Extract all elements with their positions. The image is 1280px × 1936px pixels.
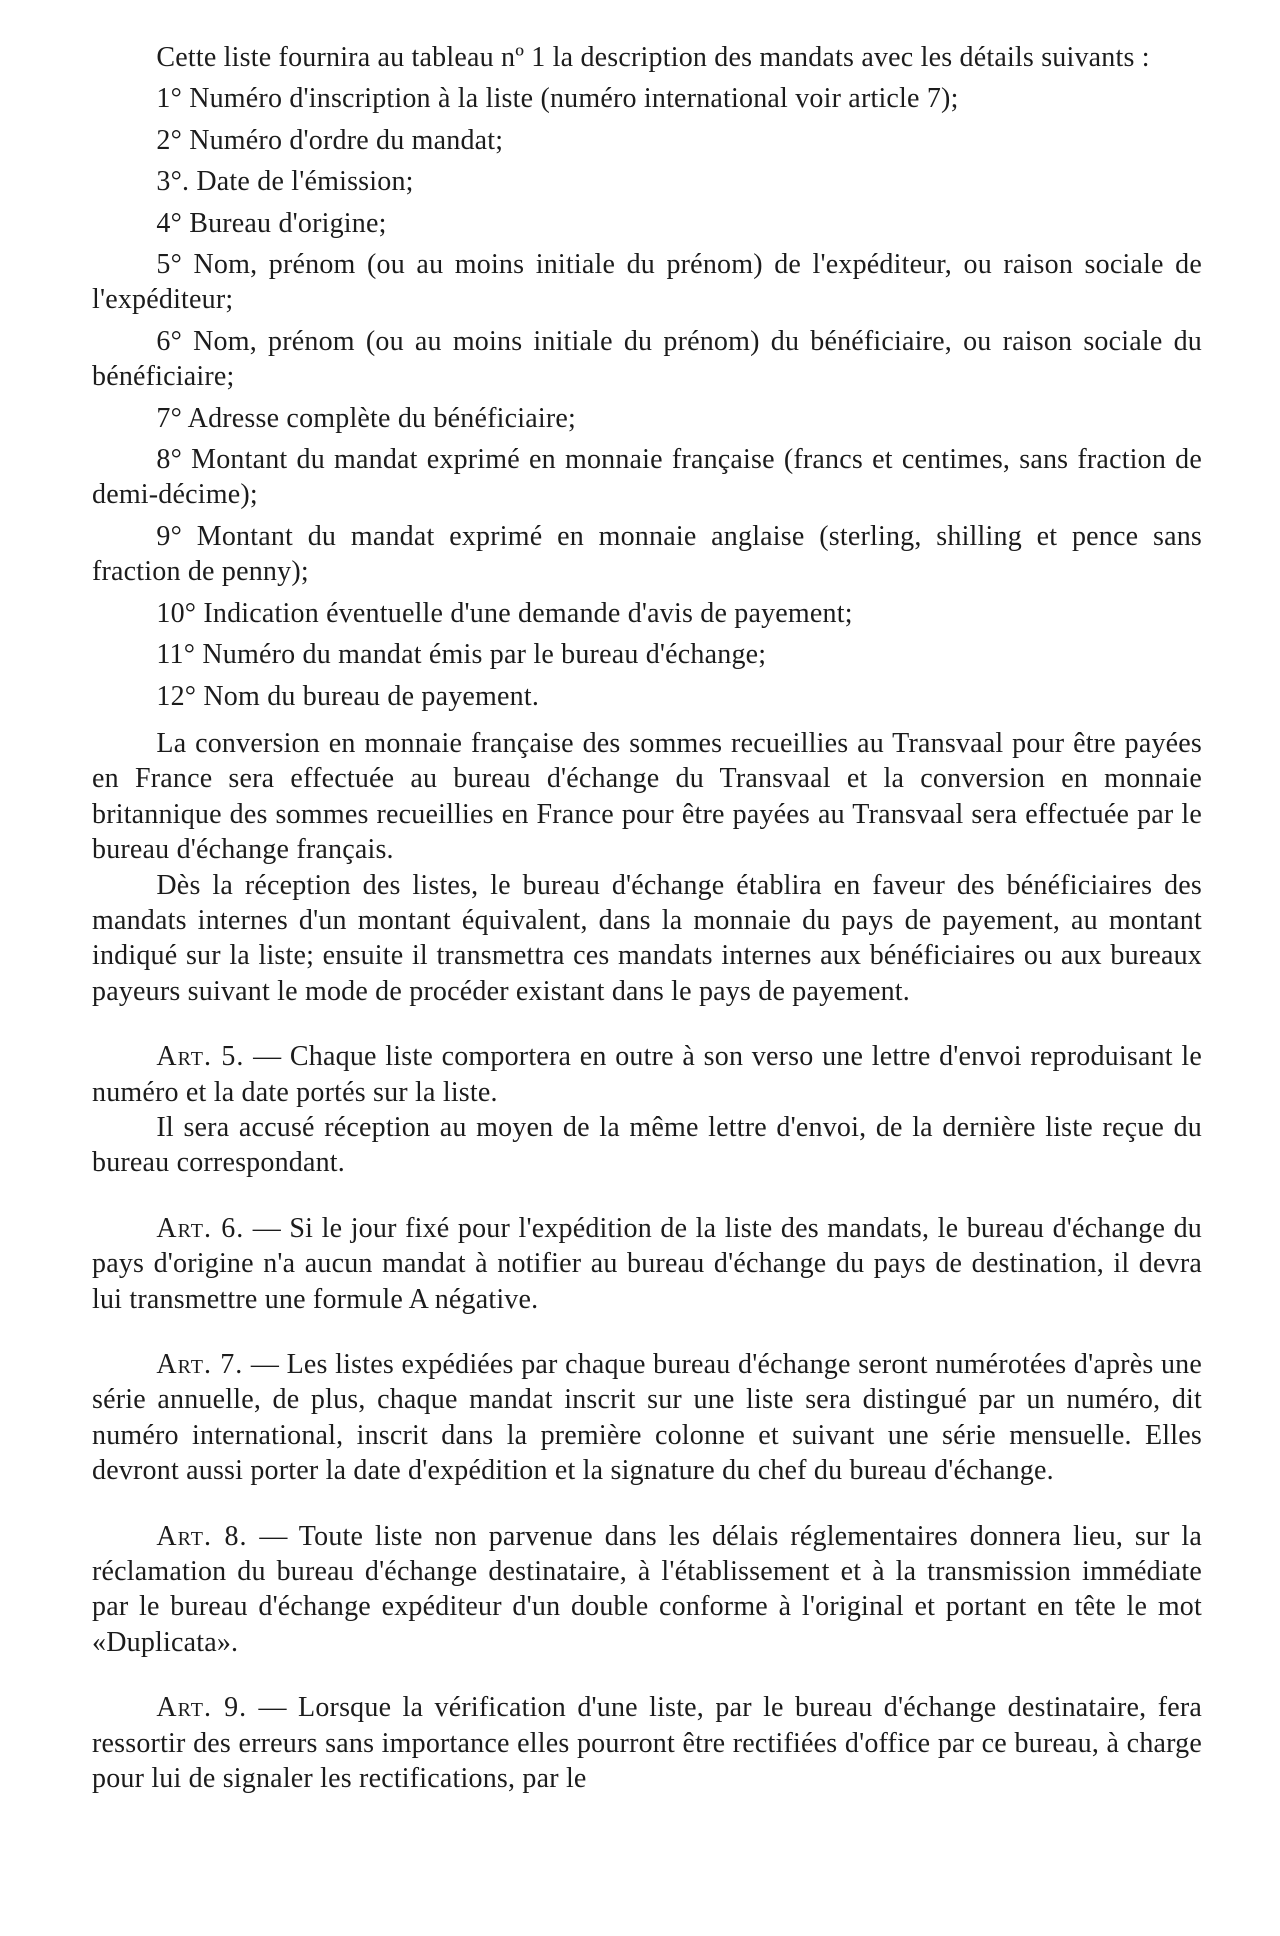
list-item-5: 5° Nom, prénom (ou au moins initiale du prénom) de l'expéditeur, ou raison sociale de l'expéditeur; <box>92 249 1202 316</box>
article-9-text: — Lorsque la vérification d'une liste, par le bureau d'échange destinataire, fera ressortir des erreurs sans importance elles pourront être rectifiées d'office par ce bureau, à charge pour lui de signaler les rectifications, par le <box>92 1692 1202 1795</box>
reception-paragraph: Dès la réception des listes, le bureau d'échange établira en faveur des bénéficiaires des mandats internes d'un montant équivalent, dans la monnaie du pays de payement, au montant indiqué sur la liste; ensuite il transmettra ces mandats internes aux bénéficiaires ou aux bureaux payeurs suivant le mode de procéder existant dans le pays de payement. <box>92 869 1202 1007</box>
list-item-9: 9° Montant du mandat exprimé en monnaie anglaise (sterling, shilling et pence sans fraction de penny); <box>92 520 1202 588</box>
list-item-2: 2° Numéro d'ordre du mandat; <box>156 124 504 156</box>
article-6-label: Art. 6. <box>156 1212 245 1244</box>
list-item-4: 4° Bureau d'origine; <box>156 207 387 239</box>
article-7-text: — Les listes expédiées par chaque bureau d'échange seront numérotées d'après une série annuelle, de plus, chaque mandat inscrit sur une liste sera distingué par un numéro, dit numéro international, inscrit dans la première colonne et suivant une série mensuelle. Elles devront aussi porter la date d'expédition et la signature du chef du bureau d'échange. <box>92 1349 1202 1487</box>
list-item-3: 3°. Date de l'émission; <box>156 166 414 198</box>
conversion-paragraph: La conversion en monnaie française des sommes recueillies au Transvaal pour être payées en France sera effectuée au bureau d'échange du Transvaal et la conversion en monnaie britannique des sommes recueillies en France pour être payées au Transvaal sera effectuée par le bureau d'échange français. <box>92 727 1202 866</box>
article-6-text: — Si le jour fixé pour l'expédition de la liste des mandats, le bureau d'échange du pays d'origine n'a aucun mandat à notifier au bureau d'échange du pays de destination, il devra lui transmettre une formule A négative. <box>92 1212 1203 1315</box>
article-5-label: Art. 5. <box>156 1041 245 1073</box>
article-5-extra: Il sera accusé réception au moyen de la même lettre d'envoi, de la dernière liste reçue du bureau correspondant. <box>92 1111 1202 1179</box>
article-8-label: Art. 8. <box>156 1520 248 1552</box>
list-item-11: 11° Numéro du mandat émis par le bureau d'échange; <box>156 639 767 671</box>
list-item-10: 10° Indication éventuelle d'une demande d'avis de payement; <box>156 597 853 629</box>
article-5 <box>92 1039 1202 1181</box>
article-7-label: Art. 7. <box>156 1349 244 1380</box>
list-item-12: 12° Nom du bureau de payement. <box>156 680 540 712</box>
article-6 <box>92 1211 1202 1317</box>
list-item-8: 8° Montant du mandat exprimé en monnaie française (francs et centimes, sans fraction de demi-décime); <box>92 444 1202 511</box>
document-page <box>92 40 1202 1796</box>
intro-paragraph: Cette liste fournira au tableau nº 1 la description des mandats avec les détails suivants : <box>156 42 1150 73</box>
article-5-text: — Chaque liste comportera en outre à son verso une lettre d'envoi reproduisant le numéro et la date portés sur la liste. <box>92 1041 1203 1108</box>
article-8-text: — Toute liste non parvenue dans les délais réglementaires donnera lieu, sur la réclamation du bureau d'échange destinataire, à l'établissement et à la transmission immédiate par le bureau d'échange expéditeur d'un double conforme à l'original et portant en tête le mot «Duplicata». <box>92 1520 1203 1658</box>
article-8 <box>92 1519 1202 1661</box>
list-item-6: 6° Nom, prénom (ou au moins initiale du prénom) du bénéficiaire, ou raison sociale du bénéficiaire; <box>92 325 1202 393</box>
article-7 <box>92 1347 1202 1489</box>
article-9 <box>92 1690 1202 1796</box>
list-item-1: 1° Numéro d'inscription à la liste (numéro international voir article 7); <box>156 83 959 115</box>
details-list <box>92 81 1202 714</box>
article-9-label: Art. 9. <box>156 1692 248 1724</box>
list-item-7: 7° Adresse complète du bénéficiaire; <box>156 402 576 434</box>
